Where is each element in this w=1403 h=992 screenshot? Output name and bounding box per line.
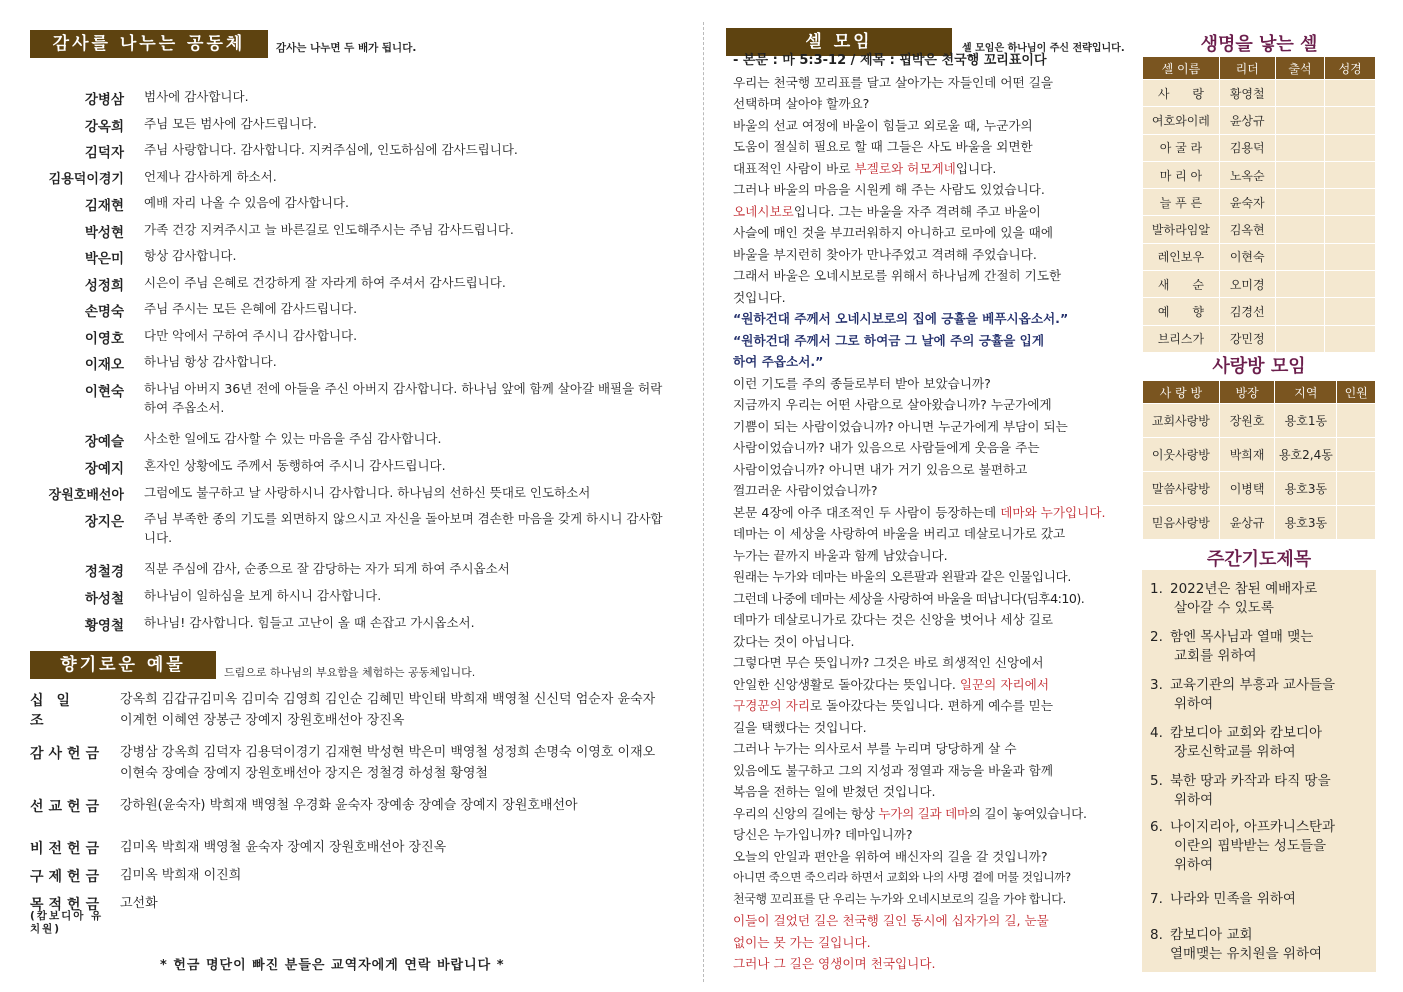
prayer-text: 교육기관의 부흥과 교사들을: [1170, 677, 1336, 693]
table-row: [1143, 161, 1376, 188]
thanks-message: 주님 사랑합니다. 감사합니다. 지켜주심에, 인도하심에 감사드립니다.: [144, 142, 518, 157]
love-rooms-title: 사랑방 모임: [1212, 356, 1306, 377]
prayer-list: [1142, 570, 1376, 972]
table-cell: 여호와이레: [1143, 107, 1220, 134]
thanks-message: 하나님! 감사합니다. 힘들고 고난이 올 때 손잡고 가시옵소서.: [144, 615, 475, 630]
thanks-message: 범사에 감사합니다.: [144, 89, 249, 104]
table-cell: 용호3동: [1275, 506, 1337, 540]
table-cell: 브리스가: [1143, 325, 1220, 352]
table-cell-empty: [1325, 271, 1376, 298]
table-cell: 윤상규: [1219, 506, 1275, 540]
sermon-line: 원래는 누가와 데마는 바울의 오른팔과 왼팔과 같은 인물입니다.: [733, 569, 1072, 584]
prayer-text: 2022년은 참된 예배자로: [1170, 581, 1318, 597]
table-cell: 윤숙자: [1219, 189, 1275, 216]
table-cell: 예 향: [1143, 298, 1220, 325]
prayer-text: 함엔 목사님과 열매 맺는: [1170, 629, 1314, 645]
thanks-name: 박성현: [84, 225, 124, 241]
prayer-number: 8.: [1150, 927, 1163, 943]
sermon-line: 도움이 절실히 필요로 할 때 그들은 사도 바울을 외면한: [733, 139, 1033, 154]
prayer-item: [1150, 580, 1372, 618]
offering-label: 십일조: [30, 693, 84, 729]
thanks-message: 예배 자리 나올 수 있음에 감사합니다.: [144, 195, 349, 210]
sermon-line: [733, 674, 1133, 695]
offerings-section-subtitle: 드림으로 하나님의 부요함을 체험하는 공동체입니다.: [224, 666, 476, 679]
sermon-line: 데마가 데살로니가로 갔다는 것은 신앙을 벗어나 세상 길로: [733, 612, 1053, 627]
table-row: [1143, 243, 1376, 270]
thanks-name: 장원호배선아: [48, 488, 124, 503]
prayer-text: 위하여: [1174, 696, 1214, 712]
offering-label: 비전헌금: [30, 841, 105, 857]
table-row: [1143, 80, 1376, 107]
table-row: [1143, 506, 1376, 540]
table-cell-empty: [1275, 134, 1325, 161]
prayer-text: 위하여: [1174, 857, 1214, 873]
column-header: 지역: [1275, 381, 1337, 404]
table-cell-empty: [1325, 298, 1376, 325]
sermon-quote: 하여 주옵소서.”: [733, 354, 824, 369]
column-header: 방장: [1219, 381, 1275, 404]
prayer-text: 캄보디아 교회와 캄보디아: [1170, 725, 1323, 741]
thanks-name: 강옥희: [84, 119, 124, 135]
prayer-text: 위하여: [1174, 792, 1214, 808]
thanks-name: 장지은: [84, 514, 124, 530]
sermon-highlight: 부겔로와 허모게네: [854, 161, 956, 176]
table-cell-empty: [1275, 161, 1325, 188]
offerings-section-title: 향기로운 예물: [30, 651, 216, 679]
offering-footer-note: * 헌금 명단이 빠진 분들은 교역자에게 연락 바랍니다 *: [160, 958, 505, 973]
sermon-line: 사람이었습니까? 내가 있음으로 사람들에게 웃음을 주는: [733, 440, 1040, 455]
thanks-message: 그럼에도 불구하고 날 사랑하시니 감사합니다. 하나님의 선하신 뜻대로 인도하소서: [144, 485, 591, 500]
column-header: 셀 이름: [1143, 57, 1220, 80]
prayer-item: [1150, 772, 1372, 810]
table-cell: 용호1동: [1275, 404, 1337, 438]
prayer-number: 3.: [1150, 677, 1163, 693]
sermon-highlight: 오네시보로: [733, 204, 794, 219]
table-cell-empty: [1337, 438, 1376, 472]
prayer-text: 북한 땅과 카작과 타직 땅을: [1170, 773, 1331, 789]
sermon-line: 그러나 바울의 마음을 시원케 해 주는 사람도 있었습니다.: [733, 182, 1045, 197]
sermon-text: 의 길이 놓여있습니다.: [968, 806, 1087, 821]
table-cell: 김옥현: [1219, 216, 1275, 243]
sermon-text: 안일한 신앙생활로 돌아갔다는 뜻입니다.: [733, 677, 960, 692]
sermon-line: [733, 803, 1133, 824]
offering-label: 선교헌금: [30, 799, 105, 815]
column-header: 사 랑 방: [1143, 381, 1220, 404]
table-cell: 늘 푸 른: [1143, 189, 1220, 216]
prayer-text: 열매맺는 유치원을 위하여: [1170, 946, 1323, 962]
prayer-text: 캄보디아 교회: [1170, 927, 1253, 943]
sermon-highlight: 데마와 누가입니다.: [1000, 505, 1106, 520]
life-cells-table: [1142, 56, 1376, 353]
thanks-message: 직분 주심에 감사, 순종으로 잘 감당하는 자가 되게 하여 주시옵소서: [144, 561, 510, 576]
sermon-line: [733, 201, 1133, 222]
column-header: 리더: [1219, 57, 1275, 80]
page-divider: [703, 22, 704, 982]
sermon-line: 오늘의 안일과 편안을 위하여 배신자의 길을 갈 것입니까?: [733, 849, 1048, 864]
thanks-message: 하나님 아버지 36년 전에 아들을 주신 아버지 감사합니다. 하나님 앞에 함께 살아갈 배필을 허락하여 주옵소서.: [144, 381, 663, 415]
thanks-name: 이영호: [84, 331, 124, 347]
prayer-item: [1150, 818, 1372, 875]
table-cell: 용호3동: [1275, 472, 1337, 506]
sermon-text: 우리의 신앙의 길에는 항상: [733, 806, 879, 821]
table-row: [1143, 107, 1376, 134]
sermon-line: 이런 기도를 주의 종들로부터 받아 보았습니까?: [733, 376, 991, 391]
sermon-line: 우리는 천국행 꼬리표를 달고 살아가는 자들인데 어떤 길을: [733, 75, 1053, 90]
sermon-line: 복음을 전하는 일에 받쳤던 것입니다.: [733, 784, 936, 799]
table-cell: 이웃사랑방: [1143, 438, 1220, 472]
prayer-number: 7.: [1150, 891, 1163, 907]
offering-names: 강병삼 강옥희 김덕자 김용덕이경기 김재현 박성현 박은미 백영철 성정희 손명숙 이영호 이재오 이현숙 장예슬 장예지 장원호배선아 장지은 정철경 하성철 황영철: [120, 745, 656, 781]
sermon-line: 이들이 걸었던 길은 천국행 길인 동시에 십자가의 길, 눈물: [733, 913, 1049, 928]
love-rooms-table: [1142, 380, 1376, 540]
table-cell: 사 랑: [1143, 80, 1220, 107]
table-cell-empty: [1275, 216, 1325, 243]
thanks-name: 성정희: [84, 278, 124, 294]
offering-label: 구제헌금: [30, 869, 105, 885]
column-header: 성경: [1325, 57, 1376, 80]
thanks-name: 강병삼: [84, 92, 124, 108]
sermon-text: 입니다.: [955, 161, 997, 176]
table-cell-empty: [1275, 189, 1325, 216]
thanks-message: 주님 모든 범사에 감사드립니다.: [144, 116, 317, 131]
table-cell-empty: [1275, 325, 1325, 352]
thanks-message: 사소한 일에도 감사할 수 있는 마음을 주심 감사합니다.: [144, 431, 442, 446]
thanks-message: 항상 감사합니다.: [144, 248, 237, 263]
prayer-number: 6.: [1150, 819, 1163, 835]
sermon-line: 없이는 못 가는 길입니다.: [733, 935, 871, 950]
column-header: 인원: [1337, 381, 1376, 404]
sermon-line: 누가는 끝까지 바울과 함께 남았습니다.: [733, 548, 948, 563]
thanks-message: 시은이 주님 은혜로 건강하게 잘 자라게 하여 주셔서 감사드립니다.: [144, 275, 506, 290]
sermon-highlight: 누가의 길과 데마: [878, 806, 969, 821]
table-row: [1143, 404, 1376, 438]
prayer-title: 주간기도제목: [1206, 549, 1312, 570]
table-cell: 장원호: [1219, 404, 1275, 438]
sermon-line: 기쁨이 되는 사람이었습니까? 아니면 누군가에게 부담이 되는: [733, 419, 1068, 434]
table-row: [1143, 134, 1376, 161]
offering-names: 강옥희 김갑규김미옥 김미숙 김영희 김인순 김혜민 박인태 박희재 백영철 신신덕 엄순자 윤숙자 이계헌 이혜연 장봉근 장예지 장원호배선아 장진옥: [120, 692, 656, 728]
sermon-line: 길을 택했다는 것입니다.: [733, 720, 867, 735]
sermon-quote: “원하건대 주께서 그로 하여금 그 날에 주의 긍휼을 입게: [733, 333, 1044, 348]
table-cell-empty: [1325, 243, 1376, 270]
prayer-number: 5.: [1150, 773, 1163, 789]
prayer-item: [1150, 724, 1372, 762]
table-cell: 윤상규: [1219, 107, 1275, 134]
table-cell: 김용덕: [1219, 134, 1275, 161]
table-row: [1143, 298, 1376, 325]
sermon-line: 데마는 이 세상을 사랑하여 바울을 버리고 데살로니가로 갔고: [733, 526, 1066, 541]
table-cell-empty: [1337, 472, 1376, 506]
sermon-highlight: 일꾼의 자리에서: [959, 677, 1050, 692]
purpose-offering-note: (캄보디아 유치원): [30, 910, 104, 935]
sermon-text: 본문 4장에 아주 대조적인 두 사람이 등장하는데: [733, 505, 1001, 520]
prayer-text: 교회를 위하여: [1174, 648, 1257, 664]
sermon-line: 사슬에 매인 것을 부끄러워하지 아니하고 로마에 있을 때에: [733, 225, 1053, 240]
table-cell: 이현숙: [1219, 243, 1275, 270]
cell-section-subtitle: 셀 모임은 하나님이 주신 전략입니다.: [962, 43, 1125, 54]
thanks-message: 언제나 감사하게 하소서.: [144, 169, 277, 184]
table-cell: 발하라임알: [1143, 216, 1220, 243]
prayer-item: [1150, 628, 1372, 666]
prayer-text: 나라와 민족을 위하여: [1170, 891, 1296, 907]
table-cell-empty: [1325, 325, 1376, 352]
table-row: [1143, 189, 1376, 216]
table-header-row: [1143, 57, 1376, 80]
prayer-number: 2.: [1150, 629, 1163, 645]
table-cell: 용호2,4동: [1275, 438, 1337, 472]
thanks-message: 다만 악에서 구하여 주시니 감사합니다.: [144, 328, 358, 343]
prayer-text: 나이지리아, 아프카니스탄과: [1170, 819, 1336, 835]
sermon-line: [733, 158, 1133, 179]
sermon-text: 대표적인 사람이 바로: [733, 161, 855, 176]
thanks-name: 김덕자: [84, 145, 124, 161]
table-cell-empty: [1325, 80, 1376, 107]
table-cell: 황영철: [1219, 80, 1275, 107]
table-cell-empty: [1325, 134, 1376, 161]
table-cell: 이병택: [1219, 472, 1275, 506]
table-cell-empty: [1275, 80, 1325, 107]
table-cell-empty: [1275, 243, 1325, 270]
table-cell: 교회사랑방: [1143, 404, 1220, 438]
sermon-line: 천국행 꼬리표를 단 우리는 누가와 오네시보로의 길을 가야 합니다.: [733, 892, 1066, 906]
prayer-text: 장로신학교를 위하여: [1174, 744, 1296, 760]
prayer-text: 이란의 핍박받는 성도들을: [1174, 838, 1327, 854]
table-cell: 레인보우: [1143, 243, 1220, 270]
thanks-name: 장예지: [84, 461, 124, 477]
offering-names: 강하원(윤숙자) 박희재 백영철 우경화 윤숙자 장예송 장예슬 장예지 장원호배선아: [120, 798, 578, 813]
sermon-line: 바울을 부지런히 찾아가 만나주었고 격려해 주었습니다.: [733, 247, 1037, 262]
thanks-message: 혼자인 상황에도 주께서 동행하여 주시니 감사드립니다.: [144, 458, 446, 473]
sermon-line: 아니면 죽으면 죽으리라 하면서 교회와 나의 사명 곁에 머물 것입니까?: [733, 870, 1071, 884]
sermon-line: 것입니다.: [733, 290, 786, 305]
sermon-text: 입니다. 그는 바울을 자주 격려해 주고 바울이: [793, 204, 1041, 219]
prayer-number: 4.: [1150, 725, 1163, 741]
sermon-line: 선택하며 살아야 할까요?: [733, 96, 870, 111]
offering-names: 고선화: [120, 896, 158, 911]
table-cell: 아 굴 라: [1143, 134, 1220, 161]
thanks-name: 김재현: [84, 198, 124, 214]
table-cell-empty: [1275, 298, 1325, 325]
table-row: [1143, 271, 1376, 298]
table-cell: 김경선: [1219, 298, 1275, 325]
table-cell: 말씀사랑방: [1143, 472, 1220, 506]
table-cell: 새 순: [1143, 271, 1220, 298]
table-cell: 마 리 아: [1143, 161, 1220, 188]
prayer-text: 살아갈 수 있도록: [1174, 600, 1274, 616]
thanks-message: 주님 부족한 종의 기도를 외면하지 않으시고 자신을 돌아보며 겸손한 마음을 갖게 하시니 감사합니다.: [144, 511, 663, 545]
table-cell-empty: [1325, 107, 1376, 134]
table-cell-empty: [1337, 506, 1376, 540]
sermon-highlight: 구경꾼의 자리: [733, 698, 810, 713]
sermon-quote: “원하건대 주께서 오네시보로의 집에 긍휼을 베푸시옵소서.”: [733, 311, 1069, 326]
offering-names: 김미옥 박희재 백영철 윤숙자 장예지 장원호배선아 장진옥: [120, 840, 447, 855]
cell-section-title: 셀 모임: [726, 28, 952, 56]
table-body: [1143, 80, 1376, 353]
thanks-name: 박은미: [84, 251, 124, 267]
sermon-line: 갔다는 것이 아닙니다.: [733, 634, 855, 649]
table-cell-empty: [1325, 189, 1376, 216]
sermon-line: 바울의 선교 여정에 바울이 힘들고 외로울 때, 누군가의: [733, 118, 1033, 133]
table-cell-empty: [1325, 216, 1376, 243]
table-row: [1143, 472, 1376, 506]
sermon-text: 로 돌아갔다는 뜻입니다. 편하게 예수를 믿는: [810, 698, 1053, 713]
sermon-line: 그래서 바울은 오네시보로를 위해서 하나님께 간절히 기도한: [733, 268, 1062, 283]
table-cell-empty: [1325, 161, 1376, 188]
sermon-line: 그러나 그 길은 영생이며 천국입니다.: [733, 956, 936, 971]
sermon-line: 껄끄러운 사람이었습니까?: [733, 483, 878, 498]
sermon-line: 있음에도 불구하고 그의 지성과 정열과 재능을 바울과 함께: [733, 763, 1053, 778]
prayer-item: [1150, 676, 1372, 714]
prayer-number: 1.: [1150, 581, 1163, 597]
sermon-line: 사람이었습니까? 아니면 내가 거기 있음으로 불편하고: [733, 462, 1028, 477]
sermon-heading: - 본문 : 마 5:3-12 / 제목 : 핍박은 천국행 꼬리표이다: [733, 53, 1047, 68]
table-cell: 노옥순: [1219, 161, 1275, 188]
thanks-message: 하나님이 일하심을 보게 하시니 감사합니다.: [144, 588, 382, 603]
offering-names: 김미옥 박희재 이진희: [120, 868, 242, 883]
sermon-line: [733, 695, 1133, 716]
thanks-name: 장예슬: [84, 434, 124, 450]
thanks-message: 하나님 항상 감사합니다.: [144, 354, 277, 369]
thanks-name: 황영철: [84, 618, 124, 634]
thanks-message: 주님 주시는 모든 은혜에 감사드립니다.: [144, 301, 358, 316]
table-cell-empty: [1275, 271, 1325, 298]
table-cell-empty: [1337, 404, 1376, 438]
prayer-item: [1150, 890, 1372, 909]
thanks-name: 김용덕이경기: [48, 172, 124, 187]
table-row: [1143, 325, 1376, 352]
sermon-line: 그렇다면 무슨 뜻입니까? 그것은 바로 희생적인 신앙에서: [733, 655, 1044, 670]
sermon-line: 그러나 누가는 의사로서 부를 누리며 당당하게 살 수: [733, 741, 1017, 756]
sermon-line: 지금까지 우리는 어떤 사람으로 살아왔습니까? 누군가에게: [733, 397, 1052, 412]
thanks-name: 하성철: [84, 591, 124, 607]
sermon-line: 당신은 누가입니까? 데마입니까?: [733, 827, 913, 842]
offering-label: 감사헌금: [30, 746, 105, 762]
table-row: [1143, 438, 1376, 472]
table-body: [1143, 404, 1376, 540]
prayer-item: [1150, 926, 1372, 964]
table-cell: 박희재: [1219, 438, 1275, 472]
table-row: [1143, 216, 1376, 243]
thanks-name: 정철경: [84, 564, 124, 580]
column-header: 출석: [1275, 57, 1325, 80]
table-cell: 믿음사랑방: [1143, 506, 1220, 540]
offering-label: 목적헌금: [30, 897, 105, 913]
thanks-section-title: 감사를 나누는 공동체: [30, 30, 268, 58]
table-header-row: [1143, 381, 1376, 404]
thanks-message: 가족 건강 지켜주시고 늘 바른길로 인도해주시는 주님 감사드립니다.: [144, 222, 514, 237]
life-cells-title: 생명을 낳는 셀: [1200, 34, 1318, 55]
thanks-section-subtitle: 감사는 나누면 두 배가 됩니다.: [276, 42, 417, 54]
thanks-name: 손명숙: [84, 304, 124, 320]
sermon-line: 그런데 나중에 데마는 세상을 사랑하여 바울을 떠납니다(딤후4:10).: [733, 591, 1085, 606]
sermon-line: [733, 502, 1133, 523]
table-cell: 강민정: [1219, 325, 1275, 352]
table-cell-empty: [1275, 107, 1325, 134]
thanks-name: 이재오: [84, 357, 124, 373]
thanks-name: 이현숙: [84, 384, 124, 400]
table-cell: 오미경: [1219, 271, 1275, 298]
